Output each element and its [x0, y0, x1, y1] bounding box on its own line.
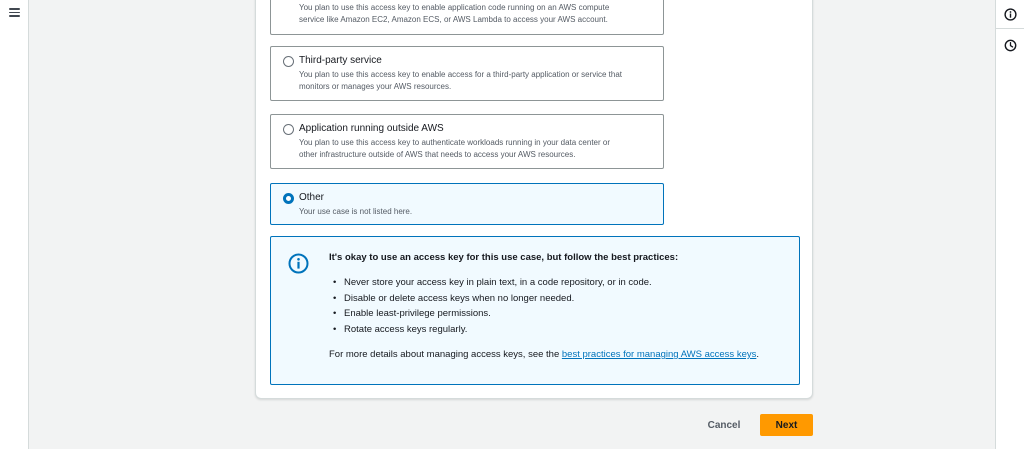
radio-button[interactable] — [283, 56, 294, 67]
option-description — [299, 206, 651, 218]
option-description — [299, 2, 651, 26]
cancel-button[interactable]: Cancel — [697, 414, 751, 436]
list-item: • Never store your access key in plain text, in a code repository, or in code. — [333, 275, 652, 291]
option-title: Third-party service — [299, 55, 382, 66]
option-description-line: monitors or manages your AWS resources. — [299, 82, 452, 91]
list-item: • Disable or delete access keys when no longer needed. — [333, 291, 652, 307]
option-description-line: You plan to use this access key to authenticate workloads running in your data center or — [299, 138, 611, 147]
list-item: • Rotate access keys regularly. — [333, 322, 652, 338]
next-button[interactable]: Next — [760, 414, 813, 436]
list-item: • Enable least-privilege permissions. — [333, 306, 652, 322]
option-third-party-service[interactable] — [270, 46, 664, 101]
footer-text: For more details about managing access keys, see the — [329, 349, 562, 360]
info-circle-icon — [288, 253, 309, 274]
option-description — [299, 137, 651, 161]
info-alert-heading: It's okay to use an access key for this use case, but follow the best practices: — [329, 252, 679, 263]
option-description-line: other infrastructure outside of AWS that needs to access your AWS resources. — [299, 150, 576, 159]
left-navigation-rail — [0, 0, 29, 449]
footer-end: . — [756, 349, 759, 360]
option-application-running-on-aws-compute[interactable] — [270, 0, 664, 35]
right-tools-rail — [995, 0, 1024, 449]
best-practices-link[interactable]: best practices for managing AWS access keys — [561, 349, 757, 360]
option-title: Application running outside AWS — [299, 123, 444, 134]
option-description-line: Your use case is not listed here. — [299, 207, 413, 216]
radio-button-selected[interactable] — [283, 193, 294, 204]
best-practices-info-alert — [270, 236, 800, 385]
access-key-use-case-panel — [255, 0, 813, 399]
info-circle-icon[interactable] — [1000, 4, 1020, 24]
info-alert-footer — [329, 348, 759, 361]
option-description — [299, 69, 651, 93]
best-practices-list — [333, 275, 652, 337]
option-description-line: You plan to use this access key to enable access for a third-party application or service that — [299, 70, 622, 79]
radio-button[interactable] — [283, 124, 294, 135]
option-other[interactable] — [270, 183, 664, 225]
option-title: Other — [299, 192, 325, 203]
rail-divider — [996, 28, 1024, 29]
hamburger-menu-icon[interactable] — [9, 8, 20, 17]
option-description-line: service like Amazon EC2, Amazon ECS, or AWS Lambda to access your AWS account. — [299, 15, 608, 24]
clock-icon[interactable] — [1000, 35, 1020, 55]
option-application-running-outside-aws[interactable] — [270, 114, 664, 169]
option-description-line: You plan to use this access key to enable application code running on an AWS compute — [299, 3, 610, 12]
